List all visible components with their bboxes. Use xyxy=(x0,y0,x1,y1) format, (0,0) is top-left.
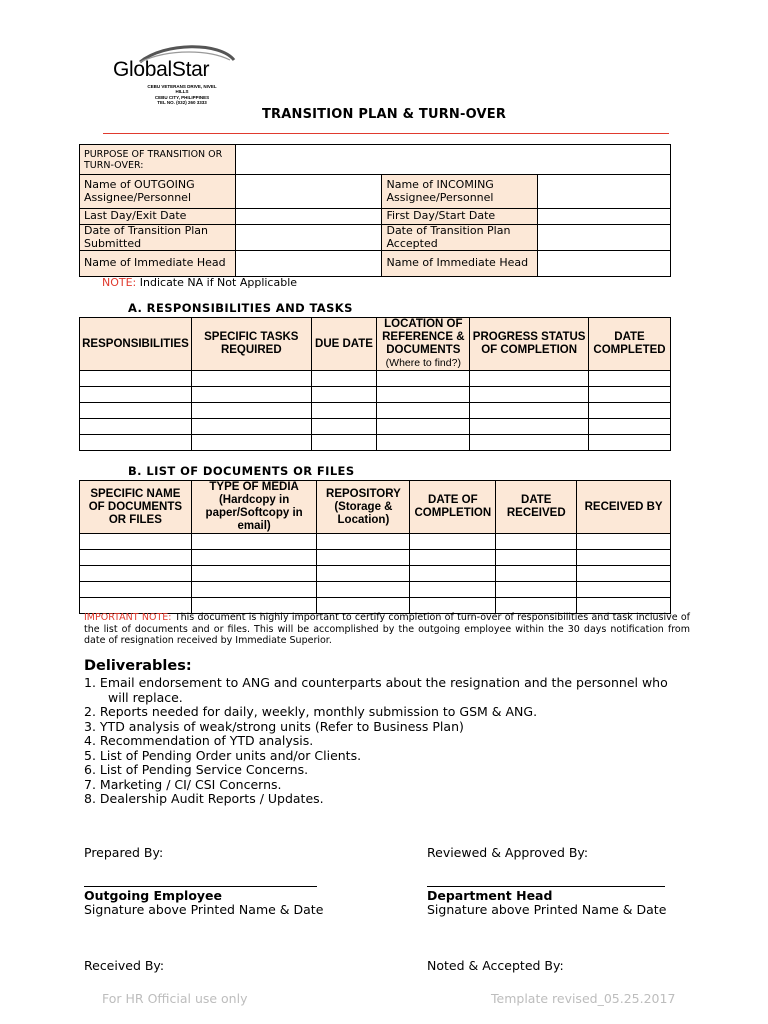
important-note: IMPORTANT NOTE: This document is highly important to certify completion of turn-over of responsibilities and task inclusive of the list of documents and or files. This will be accomplished by the outgoing employee within the 30 days notification from date of resignation received by Immediate Superior. xyxy=(84,612,690,646)
plan-accepted-field[interactable] xyxy=(538,225,671,251)
col-repository: REPOSITORY (Storage & Location) xyxy=(317,481,410,534)
section-a-heading: A. RESPONSIBILITIES AND TASKS xyxy=(128,301,353,315)
first-day-field[interactable] xyxy=(538,209,671,225)
deliverables-list xyxy=(84,676,704,807)
list-item: 4. Recommendation of YTD analysis. xyxy=(84,733,314,748)
logo-address: CEBU VETERANS DRIVE, NIVEL HILLS CEBU CITY, PHILIPPINES TEL NO. (032) 260 3333 xyxy=(147,84,217,105)
table-row xyxy=(80,403,671,419)
incoming-label: Name of INCOMING Assignee/Personnel xyxy=(382,175,538,209)
first-day-label: First Day/Start Date xyxy=(382,209,538,225)
purpose-field[interactable] xyxy=(235,145,670,175)
head-left-label: Name of Immediate Head xyxy=(80,251,236,277)
prepared-by-label: Prepared By: xyxy=(84,845,164,860)
col-due-date: DUE DATE xyxy=(311,318,377,371)
reviewed-by-label: Reviewed & Approved By: xyxy=(427,845,589,860)
table-row xyxy=(80,435,671,451)
company-logo xyxy=(110,44,240,106)
list-item: 3. YTD analysis of weak/strong units (Refer to Business Plan) xyxy=(84,718,464,734)
signature-caption-right: Signature above Printed Name & Date xyxy=(427,902,667,917)
table-row xyxy=(80,566,671,582)
outgoing-employee-role: Outgoing Employee xyxy=(84,888,223,903)
department-head-role: Department Head xyxy=(427,888,553,903)
list-item: 7. Marketing / CI/ CSI Concerns. xyxy=(84,776,282,792)
signature-line-outgoing[interactable] xyxy=(84,886,317,887)
plan-submitted-field[interactable] xyxy=(235,225,382,251)
col-progress-status: PROGRESS STATUS OF COMPLETION xyxy=(470,318,589,371)
document-title: TRANSITION PLAN & TURN-OVER xyxy=(261,107,507,122)
list-item: 8. Dealership Audit Reports / Updates. xyxy=(84,791,324,806)
table-row xyxy=(80,550,671,566)
list-item: 1. Email endorsement to ANG and counterparts about the resignation and the personnel who will replace. xyxy=(84,675,668,705)
section-b-heading: B. LIST OF DOCUMENTS OR FILES xyxy=(128,464,355,478)
title-divider xyxy=(103,133,669,134)
table-row xyxy=(80,387,671,403)
last-day-label: Last Day/Exit Date xyxy=(80,209,236,225)
documents-table xyxy=(79,480,671,614)
signature-caption-left: Signature above Printed Name & Date xyxy=(84,902,324,917)
table-row xyxy=(80,534,671,550)
footer-template-revised: Template revised_05.25.2017 xyxy=(491,991,676,1006)
list-item: 5. List of Pending Order units and/or Clients. xyxy=(84,747,362,763)
col-media-type: TYPE OF MEDIA (Hardcopy in paper/Softcopy in email) xyxy=(191,481,317,534)
responsibilities-table xyxy=(79,317,671,451)
noted-by-label: Noted & Accepted By: xyxy=(427,958,564,973)
list-item: 2. Reports needed for daily, weekly, monthly submission to GSM & ANG. xyxy=(84,704,538,719)
col-date-completed: DATE COMPLETED xyxy=(589,318,671,371)
col-responsibilities: RESPONSIBILITIES xyxy=(80,318,192,371)
outgoing-label: Name of OUTGOING Assignee/Personnel xyxy=(80,175,236,209)
received-by-label: Received By: xyxy=(84,958,165,973)
head-left-field[interactable] xyxy=(235,251,382,277)
col-document-name: SPECIFIC NAME OF DOCUMENTS OR FILES xyxy=(80,481,192,534)
incoming-field[interactable] xyxy=(538,175,671,209)
head-right-label: Name of Immediate Head xyxy=(382,251,538,277)
plan-accepted-label: Date of Transition Plan Accepted xyxy=(382,225,538,251)
col-date-of-completion: DATE OF COMPLETION xyxy=(410,481,496,534)
purpose-label: PURPOSE OF TRANSITION OR TURN-OVER: xyxy=(80,145,236,175)
table-row xyxy=(80,371,671,387)
signature-line-head[interactable] xyxy=(427,886,665,887)
footer-hr-note: For HR Official use only xyxy=(102,991,248,1006)
na-note: NOTE: Indicate NA if Not Applicable xyxy=(102,276,298,289)
table-row xyxy=(80,582,671,598)
col-specific-tasks: SPECIFIC TASKS REQUIRED xyxy=(191,318,311,371)
last-day-field[interactable] xyxy=(235,209,382,225)
plan-submitted-label: Date of Transition Plan Submitted xyxy=(80,225,236,251)
transition-info-table xyxy=(79,144,671,277)
logo-name: GlobalStar xyxy=(113,58,210,81)
table-row xyxy=(80,419,671,435)
col-location: LOCATION OF REFERENCE & DOCUMENTS (Where to find?) xyxy=(377,318,470,371)
outgoing-field[interactable] xyxy=(235,175,382,209)
col-date-received: DATE RECEIVED xyxy=(496,481,577,534)
head-right-field[interactable] xyxy=(538,251,671,277)
col-received-by: RECEIVED BY xyxy=(577,481,671,534)
deliverables-heading: Deliverables: xyxy=(84,658,192,674)
list-item: 6. List of Pending Service Concerns. xyxy=(84,762,309,777)
